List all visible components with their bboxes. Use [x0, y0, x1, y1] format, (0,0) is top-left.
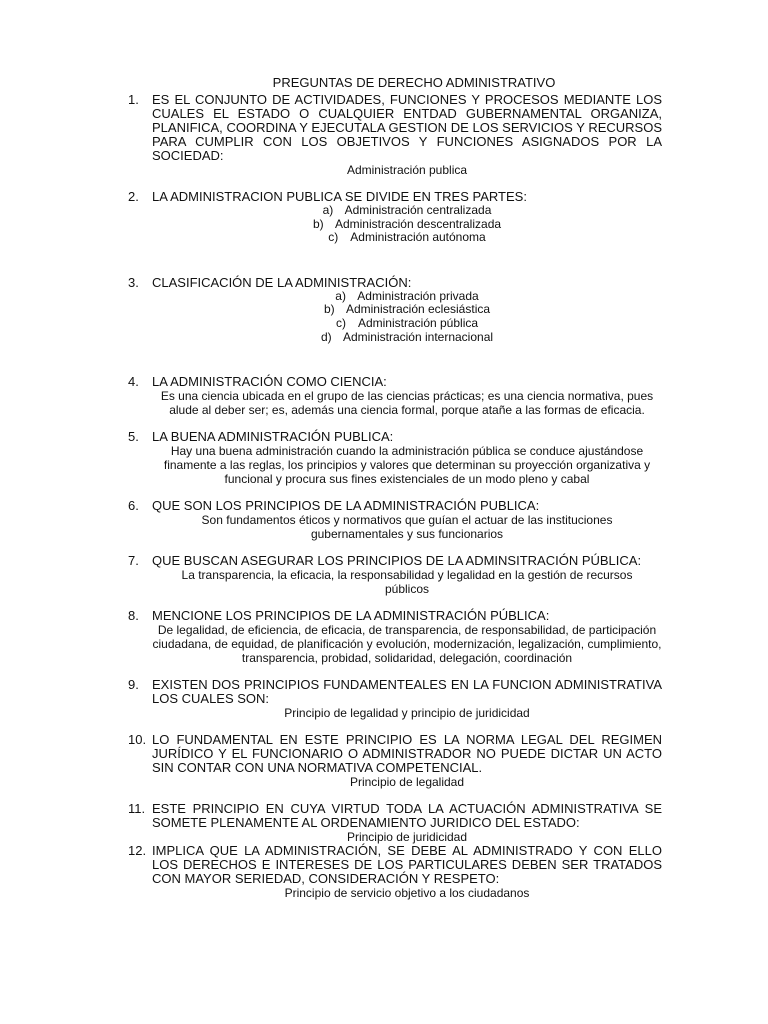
question-text: QUE SON LOS PRINCIPIOS DE LA ADMINISTRACIÓN PUBLICA:	[152, 498, 540, 514]
question-row	[128, 609, 662, 623]
list-text: Administración centralizada	[344, 203, 492, 217]
question-row	[128, 733, 662, 775]
list-letter: a)	[322, 203, 334, 217]
question-number: 9.	[128, 677, 139, 693]
answer-text: La transparencia, la eficacia, la responsabilidad y legalidad en la gestión de recursos públicos	[181, 568, 633, 597]
question-row	[128, 678, 662, 706]
question-block-9	[128, 678, 662, 720]
list-letter: c)	[335, 315, 346, 330]
question-block-11	[128, 802, 662, 844]
question-row	[128, 554, 662, 568]
answer-list-item	[152, 303, 662, 317]
question-number: 12.	[128, 843, 147, 859]
question-number: 5.	[128, 429, 139, 445]
answer-text: Es una ciencia ubicada en el grupo de las ciencias prácticas; es una ciencia normativa, pues alude al deber ser; es, además una ciencia formal, porque atañe a las formas de eficacia.	[160, 389, 654, 418]
question-text: LA BUENA ADMINISTRACIÓN PUBLICA:	[152, 429, 394, 445]
question-block-2	[128, 190, 662, 245]
question-row	[128, 375, 662, 389]
answer-text: Administración publica	[346, 163, 468, 177]
list-letter: b)	[312, 216, 324, 231]
question-number: 3.	[128, 274, 139, 290]
question-text: LA ADMINISTRACIÓN COMO CIENCIA:	[152, 374, 387, 390]
question-block-8	[128, 609, 662, 665]
question-block-3	[128, 276, 662, 344]
answer-list-item	[152, 331, 662, 345]
answer-text: De legalidad, de eficiencia, de eficacia, de transparencia, de responsabilidad, de participación ciudadana, de equidad, de planificación y evolución, modernización, legalización, cumplimiento, transparencia, probidad, solidaridad, delegación, coordinación	[152, 623, 662, 666]
question-row	[128, 499, 662, 513]
answer-list-item	[152, 317, 662, 331]
question-number: 11.	[128, 801, 146, 817]
answer-text: Principio de servicio objetivo a los ciudadanos	[284, 886, 530, 901]
list-text: Administración internacional	[342, 329, 494, 344]
question-number: 10.	[128, 732, 147, 748]
question-number: 4.	[128, 374, 139, 390]
question-block-10	[128, 733, 662, 789]
question-number: 7.	[128, 553, 139, 569]
answer-text: Son fundamentos éticos y normativos que guían el actuar de las instituciones gubernamentales y sus funcionarios	[201, 513, 613, 542]
question-number: 6.	[128, 498, 139, 514]
list-letter: a)	[335, 288, 346, 303]
question-text: CLASIFICACIÓN DE LA ADMINISTRACIÓN:	[152, 274, 412, 290]
list-text: Administración descentralizada	[334, 216, 502, 231]
answer-list-item	[152, 218, 662, 232]
list-text: Administración pública	[357, 315, 479, 330]
answer-list-item	[152, 290, 662, 304]
question-block-5	[128, 430, 662, 486]
question-row	[128, 430, 662, 444]
list-letter: c)	[328, 230, 339, 245]
answer-list-item	[152, 204, 662, 218]
answer-text: Hay una buena administración cuando la administración pública se conduce ajustándose finamente a las reglas, los principios y valores que determinan su proyección organizativa y funcional y procura sus fines existenciales de un modo pleno y cabal	[163, 444, 651, 487]
question-row	[128, 190, 662, 204]
question-text: LA ADMINISTRACION PUBLICA SE DIVIDE EN TRES PARTES:	[152, 189, 527, 204]
question-block-6	[128, 499, 662, 541]
question-number: 8.	[128, 608, 139, 624]
question-row	[128, 844, 662, 886]
question-block-7	[128, 554, 662, 596]
question-text: LO FUNDAMENTAL EN ESTE PRINCIPIO ES LA NORMA LEGAL DEL REGIMEN JURÍDICO Y EL FUNCIONARIO O ADMINISTRADOR NO PUEDE DICTAR UN ACTO SIN CONTAR CON UNA NORMATIVA COMPETENCIAL.	[152, 732, 662, 776]
answer-list-item	[152, 231, 662, 245]
answer-text: Principio de legalidad	[349, 775, 465, 790]
question-number: 1.	[128, 92, 139, 107]
question-row	[128, 276, 662, 290]
question-block-4	[128, 375, 662, 417]
answer-text: Principio de legalidad y principio de juridicidad	[284, 706, 530, 721]
list-text: Administración autónoma	[350, 230, 486, 245]
list-text: Administración eclesiástica	[345, 302, 491, 317]
question-row	[128, 802, 662, 830]
question-text: IMPLICA QUE LA ADMINISTRACIÓN, SE DEBE AL ADMINISTRADO Y CON ELLO LOS DERECHOS E INTERESES DE LOS PARTICULARES DEBEN SER TRATADOS CON MAYOR SERIEDAD, CONSIDERACIÓN Y RESPETO:	[152, 843, 662, 887]
question-text: QUE BUSCAN ASEGURAR LOS PRINCIPIOS DE LA ADMINSITRACIÓN PÚBLICA:	[152, 553, 642, 569]
list-text: Administración privada	[357, 288, 479, 303]
answer-list	[152, 204, 662, 245]
answer-text: Principio de juridicidad	[346, 830, 468, 845]
question-text: MENCIONE LOS PRINCIPIOS DE LA ADMINISTRACIÓN PÚBLICA:	[152, 608, 550, 624]
answer-list	[152, 290, 662, 344]
document-title: PREGUNTAS DE DERECHO ADMINISTRATIVO	[272, 75, 556, 90]
question-text: EXISTEN DOS PRINCIPIOS FUNDAMENTEALES EN LA FUNCION ADMINISTRATIVA LOS CUALES SON:	[152, 677, 662, 707]
list-letter: b)	[323, 302, 335, 317]
list-letter: d)	[320, 329, 332, 344]
question-number: 2.	[128, 189, 139, 204]
question-text: ES EL CONJUNTO DE ACTIVIDADES, FUNCIONES Y PROCESOS MEDIANTE LOS CUALES EL ESTADO O CUALQUIER ENTDAD GUBERNAMENTAL ORGANIZA, PLANIFICA, COORDINA Y EJECUTALA GESTION DE LOS SERVICIOS Y RECURSOS PARA CUMPLIR CON LOS OBJETIVOS Y FUNCIONES ASIGNADOS POR LA SOCIEDAD:	[152, 92, 662, 163]
question-text: ESTE PRINCIPIO EN CUYA VIRTUD TODA LA ACTUACIÓN ADMINISTRATIVA SE SOMETE PLENAMENTE AL ORDENAMIENTO JURIDICO DEL ESTADO:	[152, 801, 662, 831]
question-block-1	[128, 93, 662, 177]
question-block-12	[128, 844, 662, 900]
question-row	[128, 93, 662, 163]
